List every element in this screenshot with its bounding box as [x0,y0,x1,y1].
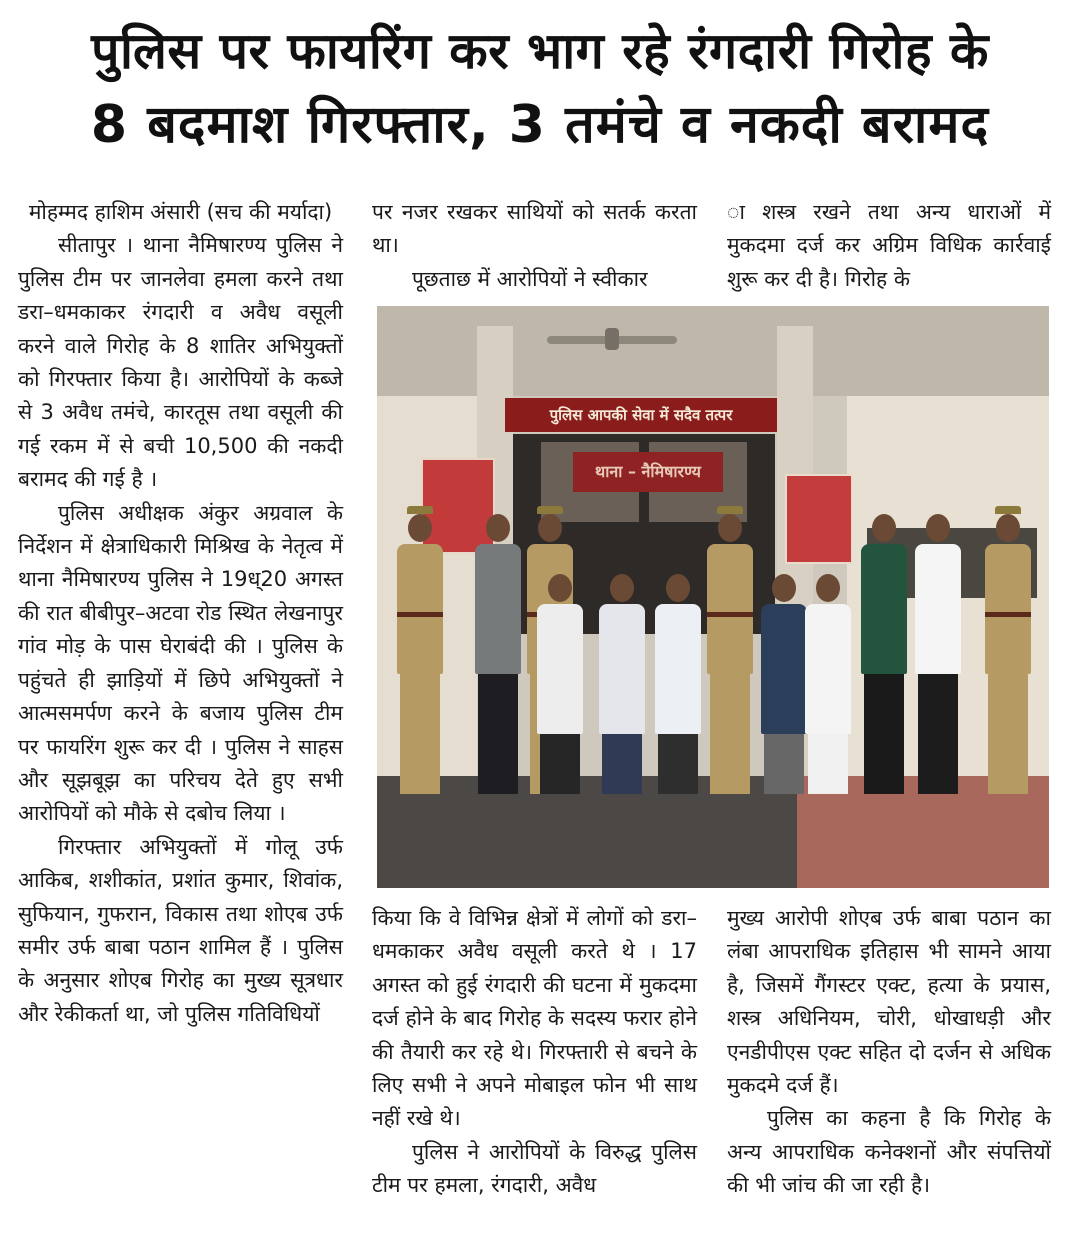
ceiling-fan-hub [605,328,619,350]
headline-line-2: 8 बदमाश गिरफ्तार, 3 तमंचे व नकदी बरामद [90,95,990,155]
accused-person [655,574,701,794]
station-banner: पुलिस आपकी सेवा में सदैव तत्पर [505,398,777,432]
paragraph: पुलिस ने आरोपियों के विरुद्ध पुलिस टीम पर हमला, रंगदारी, अवैध [372,1139,697,1198]
accused-person [805,574,851,794]
paragraph: गिरफ्तार अभियुक्तों में गोलू उर्फ आकिब, शशीकांत, प्रशांत कुमार, शिवांक, सुफियान, गुफरान, विकास तथा शोएब उर्फ समीर उर्फ बाबा पठान शामिल हैं । पुलिस के अनुसार शोएब गिरोह का मुख्य सूत्रधार और रेकीकर्ता था, जो पुलिस गतिविधियों [18,834,343,1026]
paragraph: सीतापुर । थाना नैमिषारण्य पुलिस ने पुलिस टीम पर जानलेवा हमला करने तथा डरा–धमकाकर रंगदारी व अवैध वसूली करने वाले गिरोह के 8 शातिर अभियुक्तों को गिरफ्तार किया है। आरोपियों के कब्जे से 3 अवैध तमंचे, कारतूस तथा वसूली की गई रकम में से बची 10,500 की नकदी बरामद की गई है । [18,233,343,492]
article-column-2-top [372,196,697,296]
accused-person [599,574,645,794]
accused-person [915,514,961,794]
headline-line-1: पुलिस पर फायरिंग कर भाग रहे रंगदारी गिरोह के [91,22,989,80]
station-sign: थाना – नैमिषारण्य [573,452,723,492]
byline: मोहम्मद हाशिम अंसारी (सच की मर्यादा) [28,200,333,224]
paragraph: पुलिस का कहना है कि गिरोह के अन्य आपराधिक कनेक्शनों और संपत्तियों की भी जांच की जा रही है। [727,1106,1051,1198]
article-column-3-top [727,196,1051,296]
page-title [0,14,1080,162]
police-officer [397,506,443,794]
paragraph: ा शस्त्र रखने तथा अन्य धाराओं में मुकदमा दर्ज कर अग्रिम विधिक कार्रवाई शुरू कर दी है। गिरोह के [727,200,1051,291]
paragraph: पर नजर रखकर साथियों को सतर्क करता था। [372,200,697,258]
article-column-3-bottom [727,902,1051,1203]
accused-person [761,574,807,794]
accused-person [537,574,583,794]
article-column-2-bottom [372,902,697,1203]
wall-poster [785,474,853,564]
article-column-1 [18,196,343,1031]
paragraph: पुलिस अधीक्षक अंकुर अग्रवाल के निर्देशन में क्षेत्राधिकारी मिश्रिख के नेतृत्व में थाना नैमिषारण्य पुलिस ने 19ध्20 अगस्त की रात बीबीपुर–अटवा रोड स्थित लेखनापुर गांव मोड़ के पास घेराबंदी की । पुलिस के पहुंचते ही झाड़ियों में छिपे अभियुक्तों ने आत्मसमर्पण करने के बजाय पुलिस टीम पर फायरिंग शुरू कर दी । पुलिस ने साहस और सूझबूझ का परिचय देते हुए सभी आरोपियों को मौके से दबोच लिया । [18,500,343,826]
accused-person [475,514,521,794]
paragraph: पूछताछ में आरोपियों ने स्वीकार [412,266,648,291]
police-officer [707,506,753,794]
paragraph: मुख्य आरोपी शोएब उर्फ बाबा पठान का लंबा आपराधिक इतिहास भी सामने आया है, जिसमें गैंगस्टर एक्ट, हत्या के प्रयास, शस्त्र अधिनियम, चोरी, धोखाधड़ी और एनडीपीएस एक्ट सहित दो दर्जन से अधिक मुकदमे दर्ज हैं। [727,906,1051,1098]
news-photo [377,306,1049,888]
accused-person [861,514,907,794]
police-officer [985,506,1031,794]
paragraph: किया कि वे विभिन्न क्षेत्रों में लोगों को डरा–धमकाकर अवैध वसूली करते थे । 17 अगस्त को हुई रंगदारी की घटना में मुकदमा दर्ज होने के बाद गिरोह के सदस्य फरार होने की तैयारी कर रहे थे। गिरफ्तारी से बचने के लिए सभी ने अपने मोबाइल फोन भी साथ नहीं रखे थे। [372,906,697,1131]
